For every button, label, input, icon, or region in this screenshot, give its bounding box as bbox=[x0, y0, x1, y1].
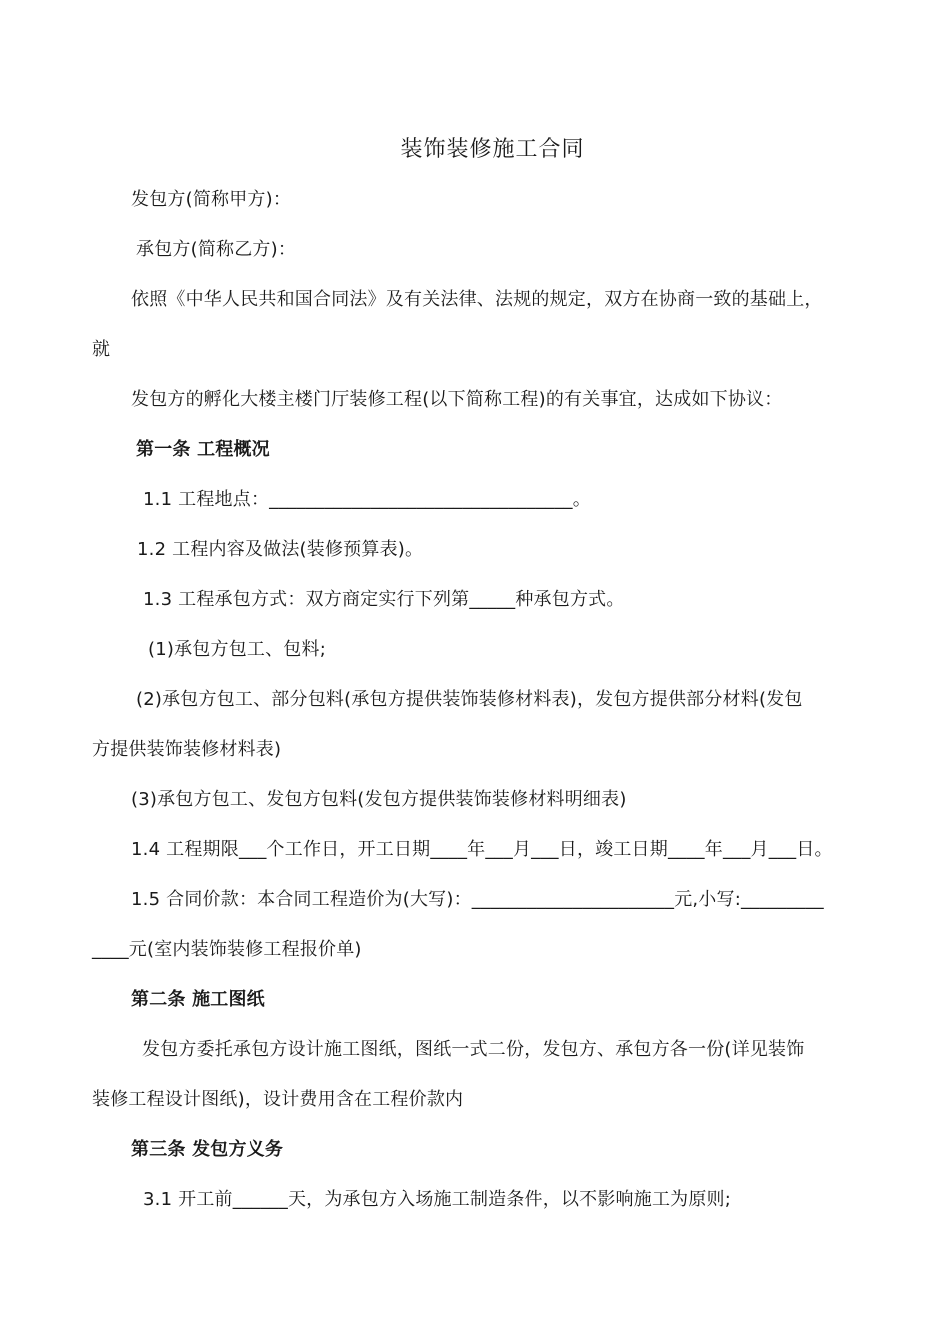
article-2-text-line-1: 发包方委托承包方设计施工图纸，图纸一式二份，发包方、承包方各一份(详见装饰 bbox=[142, 1039, 805, 1060]
article-2-heading: 第二条 施工图纸 bbox=[131, 989, 265, 1010]
option-2-line-1: (2)承包方包工、部分包料(承包方提供装饰装修材料表)，发包方提供部分材料(发包 bbox=[136, 689, 803, 710]
party-a-line: 发包方(简称甲方)： bbox=[131, 189, 292, 210]
option-1: (1)承包方包工、包料; bbox=[148, 639, 326, 660]
option-2-line-2: 方提供装饰装修材料表) bbox=[92, 739, 282, 760]
option-3: (3)承包方包工、发包方包料(发包方提供装饰装修材料明细表) bbox=[131, 789, 627, 810]
party-b-line: 承包方(简称乙方)： bbox=[136, 239, 297, 260]
article-1-heading: 第一条 工程概况 bbox=[136, 439, 270, 460]
clause-1-3: 1.3 工程承包方式：双方商定实行下列第_____种承包方式。 bbox=[143, 589, 625, 610]
clause-1-4: 1.4 工程期限___个工作日，开工日期____年___月___日，竣工日期____年___月___日。 bbox=[131, 839, 833, 860]
preamble-line-1: 依照《中华人民共和国合同法》及有关法律、法规的规定，双方在协商一致的基础上， bbox=[131, 289, 823, 310]
article-2-text-line-2: 装修工程设计图纸)，设计费用含在工程价款内 bbox=[92, 1089, 464, 1110]
article-3-heading: 第三条 发包方义务 bbox=[131, 1139, 284, 1160]
clause-1-5-line-1: 1.5 合同价款：本合同工程造价为(大写)：______________________元,小写:_________ bbox=[131, 889, 824, 910]
preamble-line-2: 就 bbox=[92, 339, 111, 360]
clause-1-1: 1.1 工程地点：_________________________________。 bbox=[143, 489, 591, 510]
clause-3-1: 3.1 开工前______天，为承包方入场施工制造条件，以不影响施工为原则; bbox=[143, 1189, 732, 1210]
clause-1-5-line-2: ____元(室内装饰装修工程报价单) bbox=[92, 939, 362, 960]
document-title: 装饰装修施工合同 bbox=[400, 137, 585, 162]
preamble-line-3: 发包方的孵化大楼主楼门厅装修工程(以下简称工程)的有关事宜，达成如下协议： bbox=[131, 389, 783, 410]
clause-1-2: 1.2 工程内容及做法(装修预算表)。 bbox=[137, 539, 424, 560]
